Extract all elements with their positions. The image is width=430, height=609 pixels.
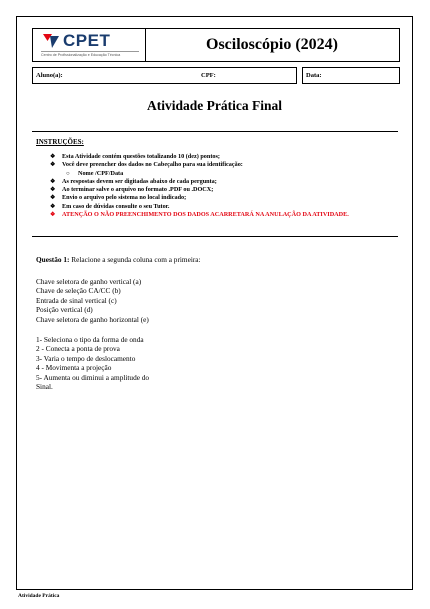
column-a xyxy=(36,277,149,324)
circle-bullet-icon: ○ xyxy=(66,170,70,177)
instruction-subitem: ○ Nome /CPF/Data xyxy=(66,169,124,177)
column-a-item: Chave seletora de ganho vertical (a) xyxy=(36,277,142,286)
divider-top xyxy=(32,131,398,132)
diamond-bullet-icon: ❖ xyxy=(50,212,56,219)
question-prompt: Relacione a segunda coluna com a primeira: xyxy=(71,255,201,264)
logo-subtitle: Centro de Profissionalização e Educação Técnica xyxy=(41,51,139,57)
footer-text: Atividade Prática xyxy=(18,593,60,599)
instruction-item: ❖ As respostas devem ser digitadas abaixo de cada pergunta; xyxy=(50,177,217,185)
header xyxy=(32,28,400,62)
column-b xyxy=(36,335,149,391)
question-1 xyxy=(36,255,396,264)
cpf-label: CPF: xyxy=(201,72,216,79)
column-a-item: Chave de seleção CA/CC (b) xyxy=(36,286,121,296)
data-field[interactable] xyxy=(302,67,400,84)
activity-title: Atividade Prática Final xyxy=(147,98,282,113)
aluno-field[interactable] xyxy=(32,67,297,84)
column-b-item: 5- Aumenta ou diminui a amplitude do xyxy=(36,372,150,382)
column-b-item: 3- Varia o tempo de deslocamento xyxy=(36,353,136,363)
column-a-item: Posição vertical (d) xyxy=(36,305,93,315)
aluno-label: Aluno(a): xyxy=(36,72,63,79)
instruction-item: ❖ Você deve preencher dos dados no Cabeçalho para sua identificação: xyxy=(50,161,243,169)
instruction-item: ❖ Esta Atividade contém questões totalizando 10 (dez) pontos; xyxy=(50,153,220,160)
instruction-item: ❖ Envio o arquivo pelo sistema no local indicado; xyxy=(50,194,187,202)
document-title: Osciloscópio (2024) xyxy=(206,36,338,53)
question-label: Questão 1: xyxy=(36,255,70,264)
column-a-item: Entrada de sinal vertical (c) xyxy=(36,295,117,305)
column-a-item: Chave seletora de ganho horizontal (e) xyxy=(36,314,149,324)
instructions-heading: INSTRUÇÕES: xyxy=(36,138,84,146)
logo xyxy=(33,29,146,61)
instruction-item: ❖ Em caso de dúvidas consulte o seu Tutor. xyxy=(50,202,170,210)
logo-text: CPET xyxy=(63,31,111,50)
column-b-item: 2 - Conecta a ponta de prova xyxy=(36,344,120,354)
diamond-bullet-icon: ❖ xyxy=(50,195,56,202)
cpet-logo-icon xyxy=(43,34,59,48)
instructions-list xyxy=(50,153,400,219)
column-b-item: Sinal. xyxy=(36,382,53,392)
instruction-item: ❖ Ao terminar salve o arquivo no formato .PDF ou .DOCX; xyxy=(50,186,214,194)
data-label: Data: xyxy=(306,72,322,79)
diamond-bullet-icon: ❖ xyxy=(50,154,56,160)
divider-bottom xyxy=(32,236,398,237)
diamond-bullet-icon: ❖ xyxy=(50,162,56,169)
diamond-bullet-icon: ❖ xyxy=(50,178,56,185)
column-b-item: 1- Seleciona o tipo da forma de onda xyxy=(36,335,144,344)
diamond-bullet-icon: ❖ xyxy=(50,187,56,194)
instruction-warning: ❖ ATENÇÃO O NÃO PREENCHIMENTO DOS DADOS ACARRETARÁ NA ANULAÇÃO DA ATIVIDADE. xyxy=(50,211,349,219)
column-b-item: 4 - Movimenta a projeção xyxy=(36,363,112,373)
diamond-bullet-icon: ❖ xyxy=(50,203,56,210)
